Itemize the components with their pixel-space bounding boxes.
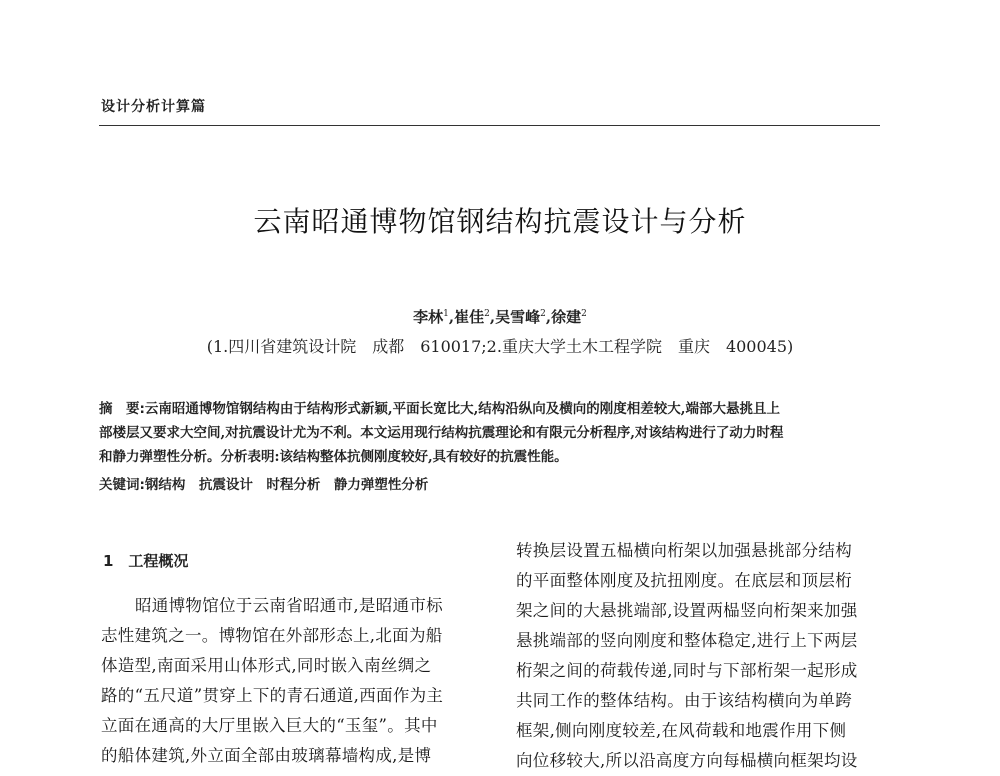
body-line: 转换层设置五榀横向桁架以加强悬挑部分结构 xyxy=(516,541,852,560)
section-heading: 1 工程概况 xyxy=(103,552,189,570)
author-separator: , xyxy=(448,308,455,326)
body-line: 昭通博物馆位于云南省昭通市,是昭通市标 xyxy=(135,596,443,615)
abstract-label: 摘 要: xyxy=(99,401,145,417)
abstract-line: 和静力弹塑性分析。分析表明:该结构整体抗侧刚度较好,具有较好的抗震性能。 xyxy=(99,449,568,465)
abstract-line xyxy=(99,397,881,421)
body-line: 向位移较大,所以沿高度方向每榀横向框架均设 xyxy=(516,751,858,770)
author-name: 崔佳 xyxy=(454,308,485,326)
author-separator: , xyxy=(545,308,552,326)
author-affil-mark: 2 xyxy=(484,309,490,319)
keywords-text: 钢结构 抗震设计 时程分析 静力弹塑性分析 xyxy=(144,477,429,493)
body-line: 共同工作的整体结构。由于该结构横向为单跨 xyxy=(516,691,852,710)
body-line: 体造型,南面采用山体形式,同时嵌入南丝绸之 xyxy=(101,656,432,675)
author-name: 吴雪峰 xyxy=(495,308,541,326)
abstract-text: 云南昭通博物馆钢结构由于结构形式新颖,平面长宽比大,结构沿纵向及横向的刚度相差较大,端部大悬挑且上 xyxy=(144,401,781,417)
author-affil-mark: 2 xyxy=(540,309,546,319)
body-line: 立面在通高的大厅里嵌入巨大的“玉玺”。其中 xyxy=(101,716,438,735)
running-header-section-label: 设计分析计算篇 xyxy=(101,99,206,115)
author-list xyxy=(0,306,1000,327)
body-line: 的船体建筑,外立面全部由玻璃幕墙构成,是博 xyxy=(101,746,432,765)
body-column-left xyxy=(101,591,473,771)
author-affil-mark: 2 xyxy=(581,309,587,319)
body-line: 悬挑端部的竖向刚度和整体稳定,进行上下两层 xyxy=(516,631,858,650)
keywords-label: 关键词: xyxy=(99,477,145,493)
body-line: 架之间的大悬挑端部,设置两榀竖向桁架来加强 xyxy=(516,601,858,620)
body-line: 的平面整体刚度及抗扭刚度。在底层和顶层桁 xyxy=(516,571,852,590)
body-column-right xyxy=(516,536,886,776)
author-name: 李林 xyxy=(413,308,444,326)
body-line: 框架,侧向刚度较差,在风荷载和地震作用下侧 xyxy=(516,721,847,740)
author-separator: , xyxy=(489,308,496,326)
author-name: 徐建 xyxy=(551,308,582,326)
affiliations: (1.四川省建筑设计院 成都 610017;2.重庆大学土木工程学院 重庆 400045) xyxy=(206,337,794,356)
body-line: 志性建筑之一。博物馆在外部形态上,北面为船 xyxy=(101,626,443,645)
paper-title: 云南昭通博物馆钢结构抗震设计与分析 xyxy=(253,205,747,238)
header-rule xyxy=(99,125,880,126)
keywords xyxy=(99,473,881,493)
body-line: 路的“五尺道”贯穿上下的青石通道,西面作为主 xyxy=(101,686,444,705)
abstract-line: 部楼层又要求大空间,对抗震设计尤为不利。本文运用现行结构抗震理论和有限元分析程序,对该结构进行了动力时程 xyxy=(99,425,784,441)
body-line: 桁架之间的荷载传递,同时与下部桁架一起形成 xyxy=(516,661,858,680)
abstract xyxy=(99,397,881,469)
author-affil-mark: 1 xyxy=(443,309,449,319)
